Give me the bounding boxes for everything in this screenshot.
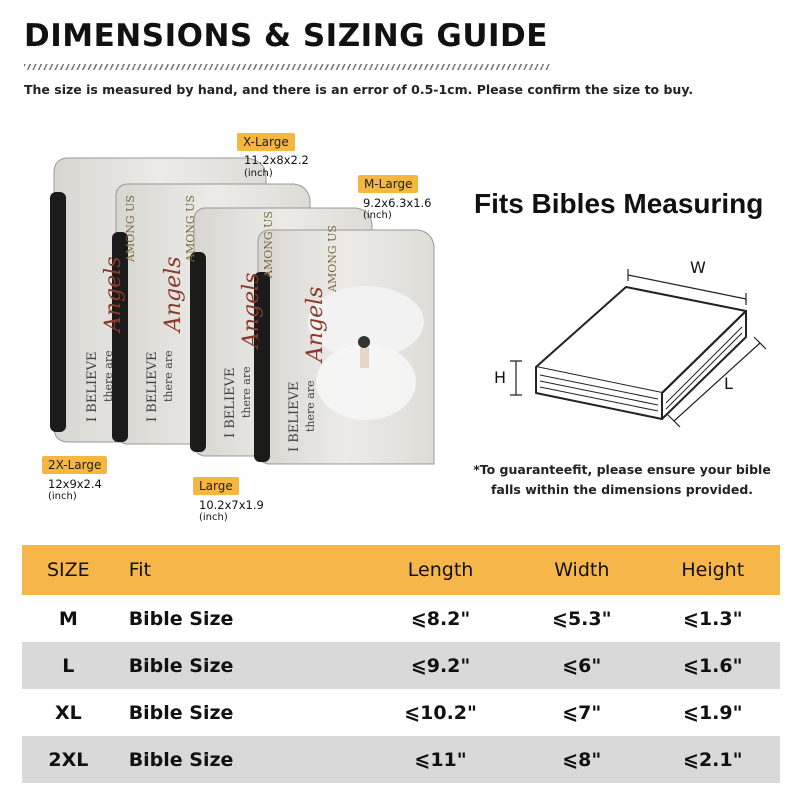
cover-script-1: Angels [101,256,126,332]
header-width: Width [518,545,646,595]
size-tag-x-large: X-Large [237,133,295,151]
size-unit-large: (inch) [199,512,228,523]
cell-height: ⩽1.3" [683,607,743,630]
cover-text-12: AMONG US [326,225,339,292]
length-label: L [724,374,733,393]
fits-title: Fits Bibles Measuring [474,188,764,219]
cell-fit: Bible Size [115,736,363,783]
size-unit-x-large: (inch) [244,168,273,179]
size-dims-2x-large: 12x9x2.4 [48,477,102,491]
cover-text-11: there are [304,380,317,432]
cell-length: ⩽9.2" [363,642,518,689]
cell-size: L [22,642,115,689]
cover-m-large [254,230,434,464]
title-underline [24,64,550,70]
cover-text-5: there are [162,350,175,402]
cell-length: ⩽8.2" [410,607,471,630]
size-unit-m-large: (inch) [363,210,392,221]
header-fit: Fit [115,545,363,595]
cover-text-9: AMONG US [262,211,275,278]
page-title: DIMENSIONS & SIZING GUIDE [24,18,548,54]
cell-fit: Bible Size [115,642,363,689]
table-row [22,736,780,783]
height-label: H [494,368,507,387]
size-unit-2x-large: (inch) [48,491,77,502]
cell-width: ⩽7" [562,701,602,724]
size-table [22,545,780,783]
measure-disclaimer: The size is measured by hand, and there is an error of 0.5-1cm. Please confirm the size to buy. [24,82,694,97]
cell-size: 2XL [22,736,115,783]
book-dimension-diagram [478,245,778,430]
cover-script-4: Angels [303,286,328,362]
cover-text-6: AMONG US [184,195,197,262]
cell-length: ⩽11" [363,736,518,783]
cell-width: ⩽8" [518,736,646,783]
header-length: Length [363,545,518,595]
header-size: SIZE [22,545,115,595]
cover-text-10: I BELIEVE [287,381,302,452]
table-row [22,595,780,642]
cover-script-2: Angels [161,256,186,332]
cover-text-4: I BELIEVE [145,351,160,422]
size-dims-large: 10.2x7x1.9 [199,498,264,512]
cell-size: M [58,607,78,630]
cover-script-3: Angels [239,272,264,348]
table-row [22,689,780,736]
cell-size: XL [54,701,82,724]
table-row [22,642,780,689]
table-header-row [22,545,780,595]
size-tag-2x-large: 2X-Large [42,456,107,474]
header-height: Height [646,545,780,595]
cell-width: ⩽5.3" [552,607,612,630]
cover-text-3: AMONG US [124,195,137,262]
cover-text-8: there are [240,366,253,418]
width-label: W [690,258,706,277]
size-tag-m-large: M-Large [358,175,418,193]
cell-height: ⩽1.9" [683,701,743,724]
size-dims-m-large: 9.2x6.3x1.6 [363,196,432,210]
cover-text-2: there are [102,350,115,402]
fit-note: *To guaranteefit, please ensure your bible falls within the dimensions provided. [473,462,771,497]
size-tag-large: Large [193,477,239,495]
cell-length: ⩽10.2" [404,701,477,724]
cell-fit: Bible Size [128,701,234,724]
cell-width: ⩽6" [518,642,646,689]
cell-height: ⩽2.1" [646,736,780,783]
cover-text-1: I BELIEVE [85,351,100,422]
size-dims-x-large: 11.2x8x2.2 [244,153,309,167]
cell-height: ⩽1.6" [646,642,780,689]
cell-fit: Bible Size [128,607,234,630]
cover-text-7: I BELIEVE [223,367,238,438]
